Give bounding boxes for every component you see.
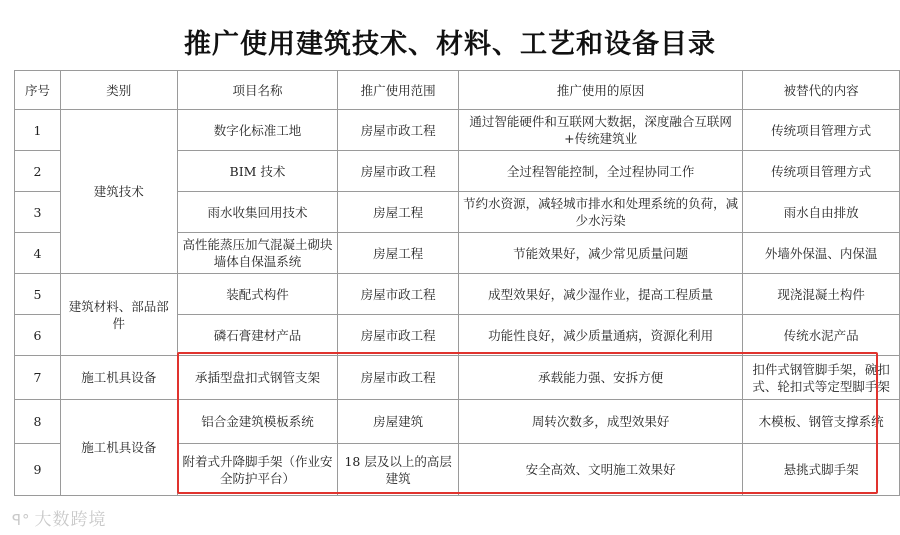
table-row	[15, 110, 900, 151]
cell-scope: 房屋市政工程	[338, 151, 459, 192]
cell-project: 雨水收集回用技术	[177, 192, 338, 233]
cell-reason: 节能效果好，减少常见质量问题	[459, 233, 743, 274]
watermark-logo-icon: ꟼ°	[12, 511, 31, 529]
cell-reason: 节约水资源，减轻城市排水和处理系统的负荷，减少水污染	[459, 192, 743, 233]
cell-no: 9	[15, 444, 61, 496]
cell-no: 5	[15, 274, 61, 315]
cell-category: 建筑技术	[60, 110, 177, 274]
cell-no: 3	[15, 192, 61, 233]
cell-scope: 房屋市政工程	[338, 274, 459, 315]
watermark-text: 大数跨境	[34, 510, 107, 530]
header-project: 项目名称	[177, 71, 338, 110]
cell-replaced: 现浇混凝土构件	[743, 274, 900, 315]
cell-replaced: 悬挑式脚手架	[743, 444, 900, 496]
cell-replaced: 扣件式钢管脚手架，碗扣式、轮扣式等定型脚手架	[743, 356, 900, 400]
cell-no: 6	[15, 315, 61, 356]
cell-project: 附着式升降脚手架（作业安全防护平台）	[177, 444, 338, 496]
cell-replaced: 传统项目管理方式	[743, 151, 900, 192]
cell-project: 数字化标准工地	[177, 110, 338, 151]
cell-project: 磷石膏建材产品	[177, 315, 338, 356]
watermark	[12, 505, 107, 530]
table-row	[15, 356, 900, 400]
cell-no: 1	[15, 110, 61, 151]
catalog-table	[14, 70, 900, 496]
cell-reason: 安全高效、文明施工效果好	[459, 444, 743, 496]
cell-reason: 成型效果好，减少湿作业，提高工程质量	[459, 274, 743, 315]
cell-scope: 18 层及以上的高层建筑	[338, 444, 459, 496]
table-row	[15, 274, 900, 315]
cell-replaced: 木模板、钢管支撑系统	[743, 400, 900, 444]
cell-reason: 周转次数多，成型效果好	[459, 400, 743, 444]
cell-no: 4	[15, 233, 61, 274]
cell-reason: 功能性良好，减少质量通病，资源化利用	[459, 315, 743, 356]
table-header-row	[15, 71, 900, 110]
cell-reason: 承载能力强、安拆方便	[459, 356, 743, 400]
cell-category: 建筑材料、部品部件	[60, 274, 177, 356]
cell-reason: 全过程智能控制，全过程协同工作	[459, 151, 743, 192]
cell-scope: 房屋工程	[338, 233, 459, 274]
cell-project: 装配式构件	[177, 274, 338, 315]
header-scope: 推广使用范围	[338, 71, 459, 110]
header-replaced: 被替代的内容	[743, 71, 900, 110]
header-no: 序号	[15, 71, 61, 110]
table-row	[15, 400, 900, 444]
header-category: 类别	[60, 71, 177, 110]
cell-reason: 通过智能硬件和互联网大数据，深度融合互联网+传统建筑业	[459, 110, 743, 151]
header-reason: 推广使用的原因	[459, 71, 743, 110]
cell-scope: 房屋市政工程	[338, 356, 459, 400]
cell-no: 7	[15, 356, 61, 400]
cell-scope: 房屋工程	[338, 192, 459, 233]
page-title: 推广使用建筑技术、材料、工艺和设备目录	[184, 29, 716, 60]
cell-no: 8	[15, 400, 61, 444]
cell-replaced: 雨水自由排放	[743, 192, 900, 233]
cell-project: 承插型盘扣式钢管支架	[177, 356, 338, 400]
cell-project: BIM 技术	[177, 151, 338, 192]
cell-scope: 房屋市政工程	[338, 110, 459, 151]
cell-scope: 房屋建筑	[338, 400, 459, 444]
cell-replaced: 传统项目管理方式	[743, 110, 900, 151]
cell-project: 高性能蒸压加气混凝土砌块墙体自保温系统	[177, 233, 338, 274]
cell-no: 2	[15, 151, 61, 192]
cell-project: 铝合金建筑模板系统	[177, 400, 338, 444]
cell-category: 施工机具设备	[60, 356, 177, 400]
cell-category: 施工机具设备	[60, 400, 177, 496]
cell-replaced: 传统水泥产品	[743, 315, 900, 356]
cell-scope: 房屋市政工程	[338, 315, 459, 356]
cell-replaced: 外墙外保温、内保温	[743, 233, 900, 274]
